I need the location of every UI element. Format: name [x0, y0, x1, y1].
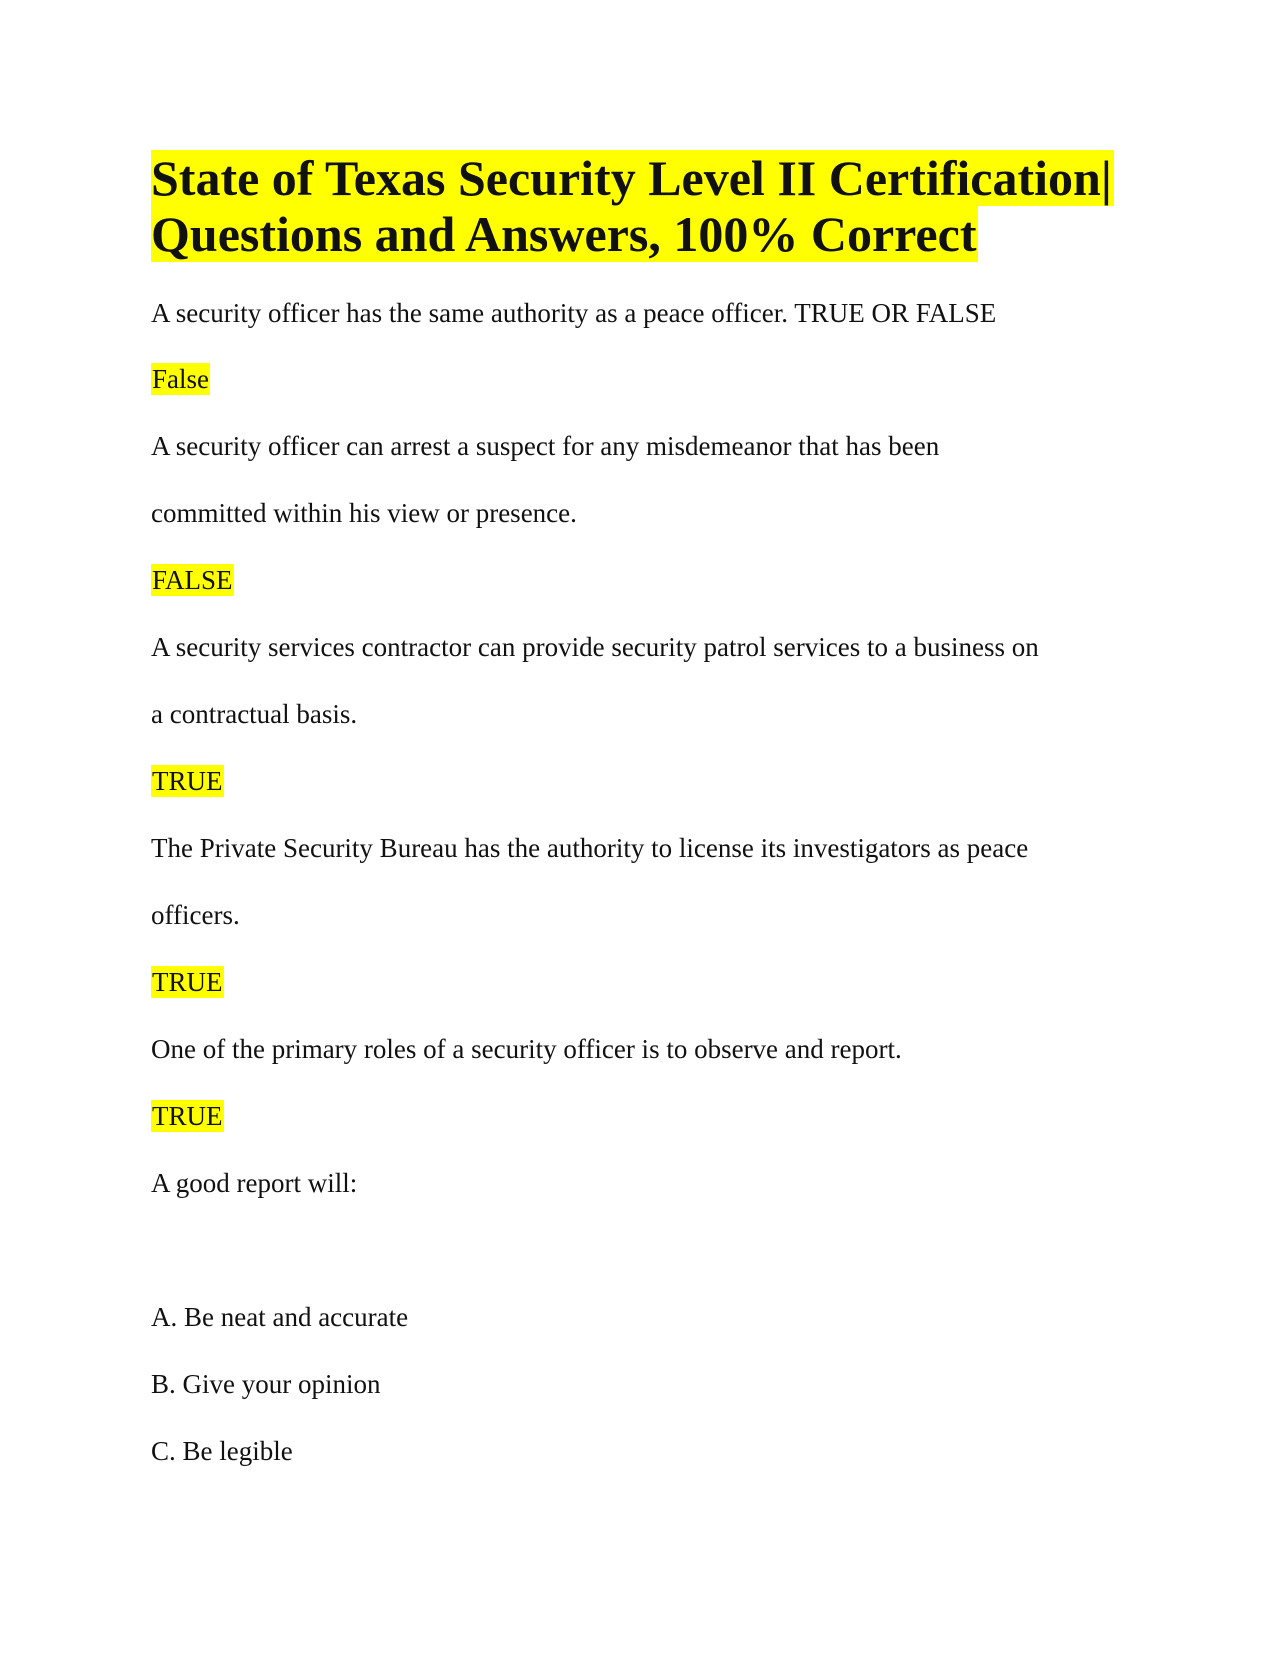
question-2-line-2: committed within his view or presence.	[151, 498, 577, 528]
answer-5-highlight: TRUE	[152, 1101, 223, 1131]
document-title	[151, 150, 1151, 262]
answer-2-highlight: FALSE	[152, 565, 233, 595]
answer-2	[151, 564, 234, 596]
title-line-1: State of Texas Security Level II Certification|	[151, 150, 1112, 206]
question-4-line-1: The Private Security Bureau has the authority to license its investigators as peace	[151, 833, 1029, 863]
answer-1-highlight: False	[152, 364, 209, 394]
question-3-line-1: A security services contractor can provide security patrol services to a business on	[151, 632, 1039, 662]
question-2-line-1: A security officer can arrest a suspect for any misdemeanor that has been	[151, 431, 940, 461]
title-line-2: Questions and Answers, 100% Correct	[151, 206, 977, 262]
option-c: C. Be legible	[151, 1436, 293, 1466]
question-1: A security officer has the same authority as a peace officer. TRUE OR FALSE	[151, 298, 997, 328]
question-3-line-2: a contractual basis.	[151, 699, 358, 729]
answer-4-highlight: TRUE	[152, 967, 223, 997]
answer-5	[151, 1100, 224, 1132]
answer-4	[151, 966, 224, 998]
option-b: B. Give your opinion	[151, 1369, 381, 1399]
option-a: A. Be neat and accurate	[151, 1302, 409, 1332]
answer-3	[151, 765, 224, 797]
answer-1	[151, 363, 210, 395]
question-5: One of the primary roles of a security officer is to observe and report.	[151, 1034, 902, 1064]
question-6: A good report will:	[151, 1168, 358, 1198]
answer-3-highlight: TRUE	[152, 766, 223, 796]
question-4-line-2: officers.	[151, 900, 240, 930]
